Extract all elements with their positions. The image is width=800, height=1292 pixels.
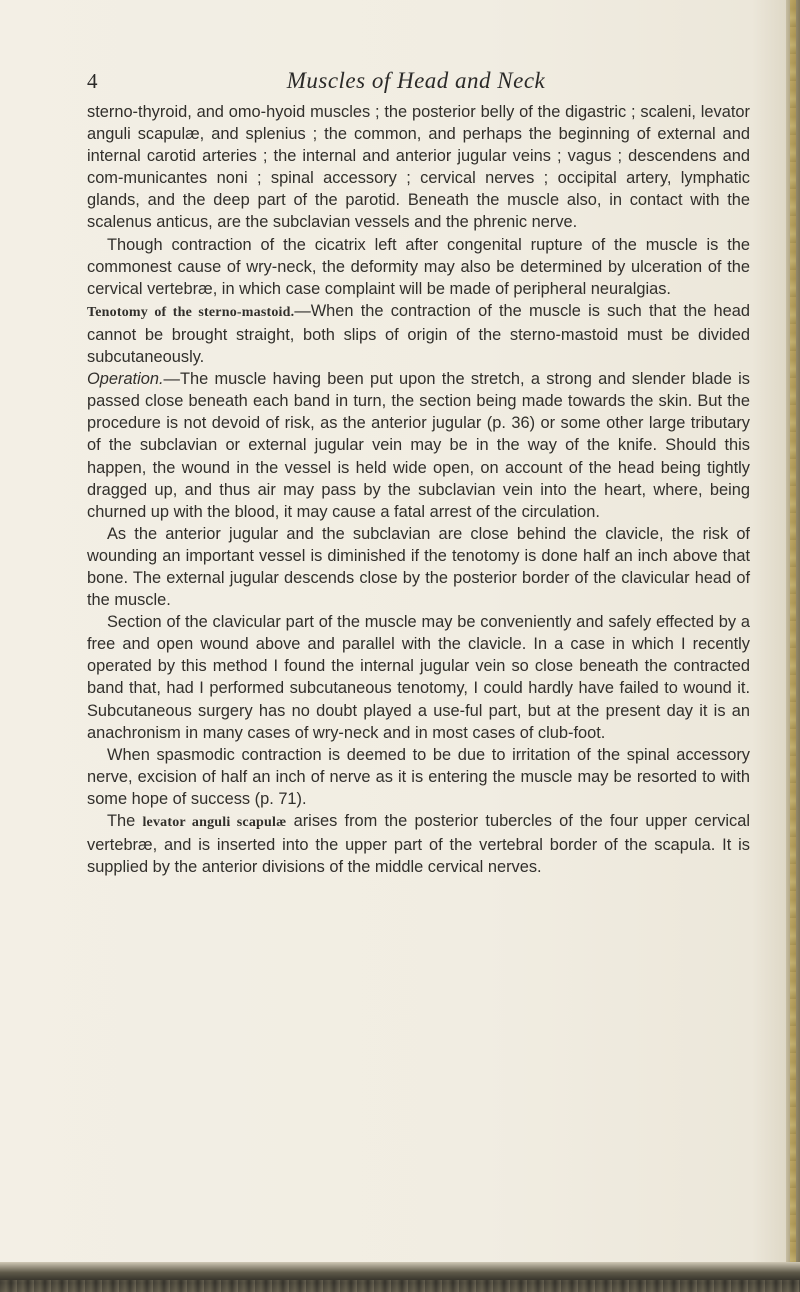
paragraph-text: Though contraction of the cicatrix left after congenital rupture of the muscle is the commonest cause of wry-neck, the deformity may also be determined by ulceration of the cervical vertebræ, in which case complaint will be made of peripheral neuralgias.: [87, 235, 750, 298]
body-text: [87, 101, 750, 878]
gilt-edge: [790, 0, 796, 1292]
paragraph-text: As the anterior jugular and the subclavian are close behind the clavicle, the risk of wounding an important vessel is diminished if the tenotomy is done half an inch above that bone. The external jugular descends close by the posterior border of the clavicular head of the muscle.: [87, 524, 750, 610]
paragraph-text: Section of the clavicular part of the muscle may be conveniently and safely effected by a free and open wound above and parallel with the clavicle. In a case in which I recently operated by this method I found the internal jugular vein so close beneath the contracted band that, had I performed subcutaneous tenotomy, I could hardly have failed to wound it. Subcutaneous surgery has no doubt played a use-ful part, but at the present day it is an anachronism in many cases of wry-neck and in most cases of club-foot.: [87, 613, 750, 742]
paragraph: [87, 368, 750, 523]
subsection-heading: Operation.: [87, 370, 164, 389]
paragraph: [87, 744, 750, 810]
running-head: Muscles of Head and Neck: [286, 68, 546, 93]
paragraph-lead: The: [107, 812, 136, 830]
paragraph: [87, 611, 750, 744]
paragraph-text: —The muscle having been put upon the stretch, a strong and slender blade is passed close beneath each band in turn, the section being made towards the skin. But the procedure is not devoid of risk, as the anterior jugular (p. 36) or some other large tributary of the subclavian or external jugular vein may be in the way of the knife. Should this happen, the wound in the vessel is held wide open, on account of the head being tightly dragged up, and thus air may pass by the subclavian vein into the heart, where, being churned up with the blood, it may cause a fatal arrest of the circulation.: [87, 370, 750, 521]
section-heading: levator anguli scapulæ: [142, 815, 287, 830]
book-spine-strip: [0, 1280, 800, 1292]
paragraph: [87, 523, 750, 611]
page-header: [82, 66, 750, 100]
paragraph-text: arises from the posterior tubercles of the four upper cervical vertebræ, and is inserted into the upper part of the vertebral border of the scapula. It is supplied by the anterior divisions of the middle cervical nerves.: [87, 812, 750, 877]
paragraph-text: —When the contraction of the muscle is such that the head cannot be brought straight, both slips of origin of the sterno-mastoid must be divided subcutaneously.: [87, 301, 750, 367]
paragraph: [87, 101, 750, 234]
paragraph-text: sterno-thyroid, and omo-hyoid muscles ; the posterior belly of the digastric ; scaleni, levator anguli scapulæ, and splenius ; the common, and perhaps the beginning of external and internal carotid arteries ; the internal and anterior jugular veins ; vagus ; descendens and com-municantes noni ; spinal accessory ; cervical nerves ; occipital artery, lymphatic glands, and the deep part of the parotid. Beneath the muscle also, in contact with the scalenus anticus, are the subclavian vessels and the phrenic nerve.: [87, 103, 750, 232]
page-number: 4: [87, 69, 98, 93]
paragraph: [87, 300, 750, 368]
paragraph: [87, 810, 750, 878]
paragraph: [87, 234, 750, 300]
paragraph-text: When spasmodic contraction is deemed to be due to irritation of the spinal accessory nerve, excision of half an inch of nerve as it is entering the muscle may be resorted to with some hope of success (p. 71).: [87, 745, 750, 808]
section-heading: Tenotomy of the sterno-mastoid.: [87, 304, 295, 320]
